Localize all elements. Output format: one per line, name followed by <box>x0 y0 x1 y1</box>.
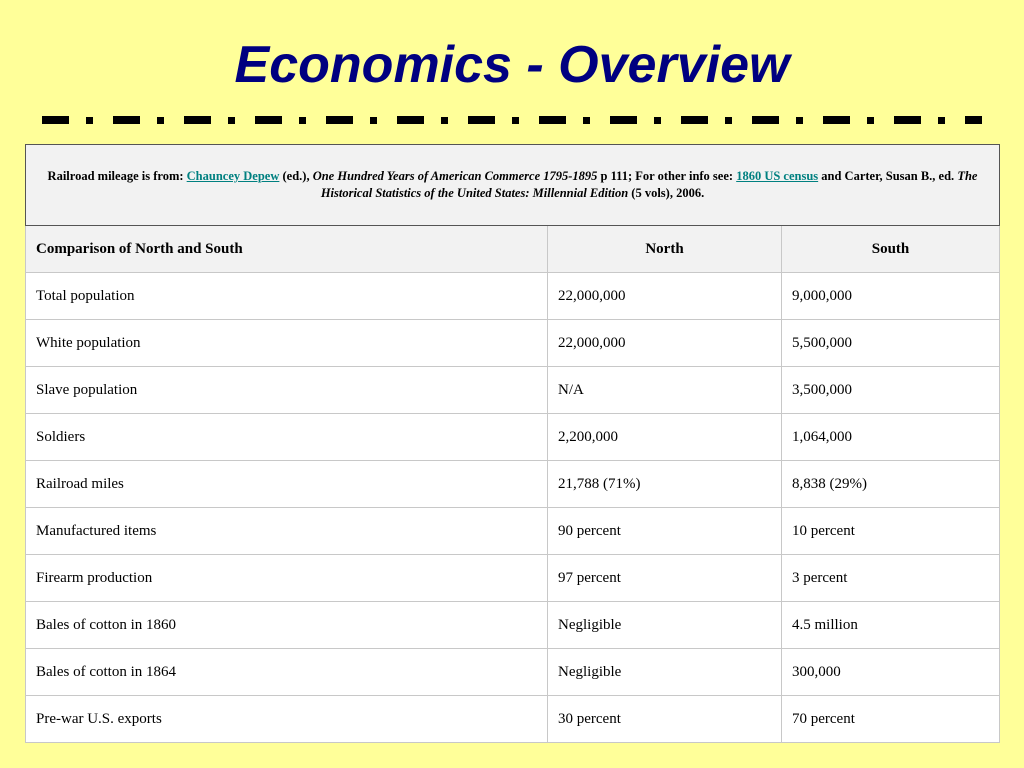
header-comparison: Comparison of North and South <box>26 226 548 273</box>
header-north: North <box>548 226 782 273</box>
source-note-part2: (ed.), <box>279 169 313 183</box>
chauncey-depew-link[interactable]: Chauncey Depew <box>186 169 280 183</box>
south-value: 9,000,000 <box>782 273 1000 320</box>
row-label: Pre-war U.S. exports <box>26 696 548 743</box>
south-value: 8,838 (29%) <box>782 461 1000 508</box>
table-row <box>26 508 1000 555</box>
table-row <box>26 414 1000 461</box>
north-value: 30 percent <box>548 696 782 743</box>
row-label: Soldiers <box>26 414 548 461</box>
south-value: 70 percent <box>782 696 1000 743</box>
row-label: Slave population <box>26 367 548 414</box>
table-row <box>26 461 1000 508</box>
north-value: 90 percent <box>548 508 782 555</box>
south-value: 3 percent <box>782 555 1000 602</box>
row-label: Manufactured items <box>26 508 548 555</box>
source-note <box>26 145 1000 226</box>
table-row <box>26 602 1000 649</box>
page-title: Economics - Overview <box>234 36 790 94</box>
table-row <box>26 555 1000 602</box>
dash-dot-divider <box>42 114 982 126</box>
comparison-table <box>25 144 1000 743</box>
source-note-row <box>26 145 1000 226</box>
south-value: 300,000 <box>782 649 1000 696</box>
south-value: 10 percent <box>782 508 1000 555</box>
table-header-row <box>26 226 1000 273</box>
row-label: Firearm production <box>26 555 548 602</box>
north-value: Negligible <box>548 649 782 696</box>
table-row <box>26 320 1000 367</box>
north-value: 21,788 (71%) <box>548 461 782 508</box>
comparison-table-container <box>25 144 999 743</box>
source-note-prefix: Railroad mileage is from: <box>47 169 187 183</box>
row-label: Total population <box>26 273 548 320</box>
book-title-historical-statistics: The Historical Statistics of the United States: Millennial Edition <box>320 169 978 200</box>
table-row <box>26 696 1000 743</box>
table-row <box>26 367 1000 414</box>
row-label: White population <box>26 320 548 367</box>
table-row <box>26 649 1000 696</box>
south-value: 5,500,000 <box>782 320 1000 367</box>
south-value: 4.5 million <box>782 602 1000 649</box>
source-note-part3: p 111; For other info see: <box>597 169 737 183</box>
south-value: 1,064,000 <box>782 414 1000 461</box>
book-title-commerce: One Hundred Years of American Commerce 1795-1895 <box>312 169 598 183</box>
north-value: N/A <box>548 367 782 414</box>
header-south: South <box>782 226 1000 273</box>
north-value: 22,000,000 <box>548 273 782 320</box>
source-note-part4: and Carter, Susan B., ed. <box>818 169 958 183</box>
north-value: Negligible <box>548 602 782 649</box>
row-label: Bales of cotton in 1860 <box>26 602 548 649</box>
source-note-part5: (5 vols), 2006. <box>628 186 705 200</box>
north-value: 97 percent <box>548 555 782 602</box>
table-row <box>26 273 1000 320</box>
south-value: 3,500,000 <box>782 367 1000 414</box>
row-label: Bales of cotton in 1864 <box>26 649 548 696</box>
north-value: 2,200,000 <box>548 414 782 461</box>
us-census-link[interactable]: 1860 US census <box>736 169 819 183</box>
row-label: Railroad miles <box>26 461 548 508</box>
north-value: 22,000,000 <box>548 320 782 367</box>
